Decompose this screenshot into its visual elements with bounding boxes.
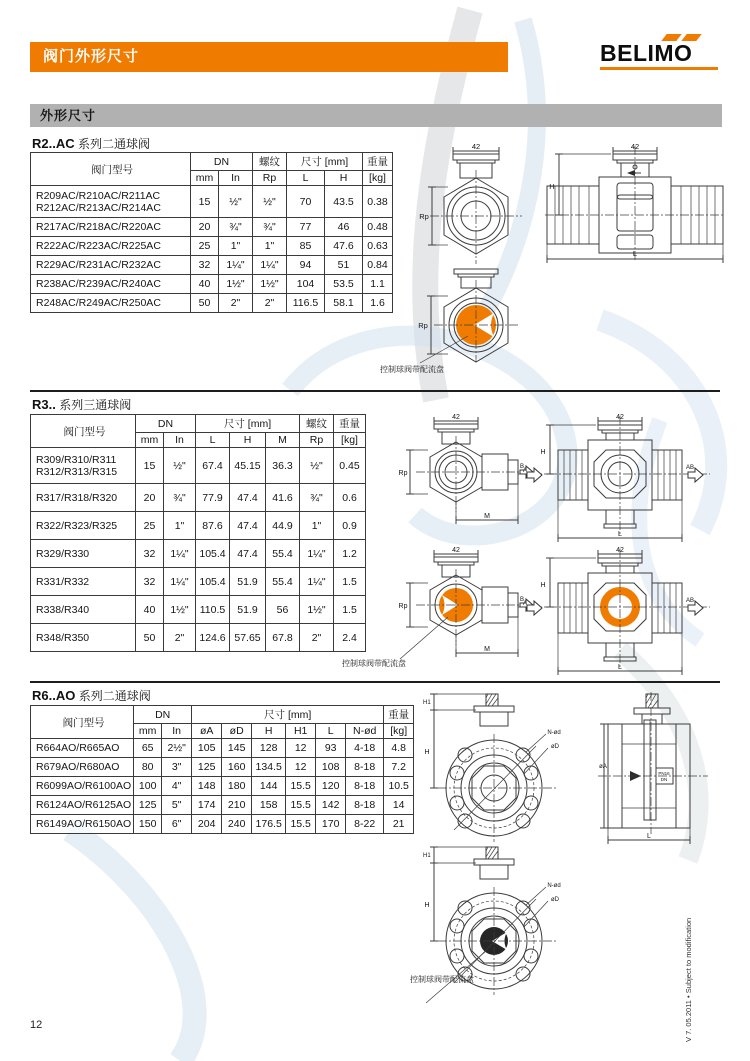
col-weight: 重量 [384, 706, 414, 724]
col-dn: DN [191, 153, 253, 171]
r3-ball-side-view-drawing [518, 545, 710, 679]
table-row: R322/R323/R325 25 1" 87.6 47.4 44.9 1" 0.9 [31, 512, 366, 540]
dim-l-label: L [618, 531, 622, 538]
page-title: 阀门外形尺寸 [43, 48, 140, 65]
col-l: L [316, 724, 346, 739]
nameplate-dn-label: DN [660, 777, 668, 782]
section-divider [30, 681, 720, 683]
col-in: In [164, 433, 196, 448]
dim-m-label: M [484, 513, 490, 520]
r2-ball-view-drawing [418, 268, 533, 364]
table-row: R229AC/R231AC/R232AC 32 1¼" 1¼" 94 51 0.84 [31, 256, 393, 275]
col-rp: Rp [300, 433, 334, 448]
r6-series-desc: 系列二通球阀 [78, 689, 151, 703]
table-row: R222AC/R223AC/R225AC 25 1" 1" 85 47.6 0.63 [31, 237, 393, 256]
r3-section-title [32, 396, 131, 413]
dim-nod-label: N-ød [547, 883, 561, 889]
col-model: 阀门型号 [31, 706, 134, 739]
flow-disc-caption: 控制球阀带配流盘 [410, 975, 474, 984]
r3-series-desc: 系列三通球阀 [59, 398, 132, 412]
col-size: 尺寸 [mm] [196, 415, 300, 433]
col-h: H [325, 171, 363, 186]
port-b-label: B [519, 464, 525, 470]
table-row: R329/R330 32 1¼" 105.4 47.4 55.4 1¼" 1.2 [31, 540, 366, 568]
r6-side-view-drawing [598, 690, 708, 850]
col-dn: DN [136, 415, 196, 433]
table-row: R6099AO/R6100AO 100 4" 148 180 144 15.5 120 8-18 10.5 [31, 777, 414, 796]
table-row: R6149AO/R6150AO 150 6" 204 240 176.5 15.5 170 8-22 21 [31, 815, 414, 834]
port-a-label: A [523, 601, 528, 607]
dim-nod-label: N-ød [547, 730, 561, 736]
dim-42-label: 42 [452, 414, 460, 421]
dim-h1-label: H1 [423, 700, 431, 706]
dim-h-label: H [540, 449, 546, 456]
col-h: H [252, 724, 286, 739]
page-number: 12 [30, 1019, 43, 1031]
table-row: R348/R350 50 2" 124.6 57.65 67.8 2" 2.4 [31, 624, 366, 652]
r6-section-title [32, 687, 151, 704]
col-kg: [kg] [384, 724, 414, 739]
col-model: 阀门型号 [31, 415, 136, 448]
dim-42-label: 42 [616, 414, 624, 421]
logo-underline [600, 67, 718, 70]
section-bar [30, 104, 722, 127]
col-thread: 螺纹 [253, 153, 287, 171]
dim-42-label: 42 [630, 142, 640, 151]
section-bar-label: 外形尺寸 [40, 108, 97, 123]
table-row: R6124AO/R6125AO 125 5" 174 210 158 15.5 142 8-18 14 [31, 796, 414, 815]
table-row: R664AO/R665AO 65 2½" 105 145 128 12 93 4-18 4.8 [31, 739, 414, 758]
section-divider [30, 390, 720, 392]
port-ab-label: AB [686, 465, 695, 471]
col-oa: øA [192, 724, 222, 739]
dim-rp-label: Rp [398, 470, 408, 477]
dim-oa-label: øA [599, 764, 607, 770]
dim-od-label: øD [551, 744, 559, 750]
r3-front-view-drawing [398, 412, 538, 534]
r2-series-code: R2..AC [32, 136, 75, 151]
page-title-bar [30, 42, 508, 72]
col-in: In [162, 724, 192, 739]
valve-models: R212AC/R213AC/R214AC [36, 201, 161, 214]
valve-models: R209AC/R210AC/R211AC [36, 189, 161, 202]
dim-42-label: 42 [616, 547, 624, 554]
flow-disc-caption: 控制球阀带配流盘 [380, 365, 444, 374]
r2-side-view-drawing [545, 142, 725, 266]
r3-dimensions-table [30, 414, 366, 652]
dim-l-label: L [618, 664, 622, 671]
table-row: R331/R332 32 1¼" 105.4 51.9 55.4 1¼" 1.5 [31, 568, 366, 596]
r6-dimensions-table [30, 705, 414, 834]
version-note: V 7. 05.2011 • Subject to modification [684, 917, 693, 1042]
col-od: øD [222, 724, 252, 739]
r2-section-title [32, 135, 150, 152]
table-row: R248AC/R249AC/R250AC 50 2" 2" 116.5 58.1 1.6 [31, 294, 393, 313]
port-ab-label: AB [686, 598, 695, 604]
col-size: 尺寸 [mm] [192, 706, 384, 724]
r6-series-code: R6..AO [32, 688, 76, 703]
table-row: R679AO/R680AO 80 3" 125 160 134.5 12 108 8-18 7.2 [31, 758, 414, 777]
table-row: R209AC/R210AC/R211AC R212AC/R213AC/R214AC 15 ½" ½" 70 43.5 0.38 [31, 186, 393, 218]
col-kg: [kg] [334, 433, 366, 448]
r2-front-view-drawing [418, 142, 533, 268]
dim-h-label: H [424, 749, 430, 756]
col-l: L [196, 433, 230, 448]
table-row: R217AC/R218AC/R220AC 20 ¾" ¾" 77 46 0.48 [31, 218, 393, 237]
col-dn: DN [134, 706, 192, 724]
col-size: 尺寸 [mm] [287, 153, 363, 171]
table-row: R309/R310/R311 R312/R313/R315 15 ½" 67.4 45.15 36.3 ½" 0.45 [31, 448, 366, 484]
r3-series-code: R3.. [32, 397, 56, 412]
dim-l-label: L [632, 249, 638, 258]
dim-m-label: M [484, 646, 490, 653]
col-model: 阀门型号 [31, 153, 191, 186]
belimo-logo [600, 34, 722, 70]
dim-rp-label: Rp [419, 212, 429, 221]
r3-ball-front-view-drawing [398, 545, 538, 667]
col-mm: mm [134, 724, 162, 739]
table-row: R338/R340 40 1½" 110.5 51.9 56 1½" 1.5 [31, 596, 366, 624]
r2-series-desc: 系列二通球阀 [77, 137, 150, 151]
dim-42-label: 42 [452, 547, 460, 554]
dim-h-label: H [424, 902, 430, 909]
r3-side-view-drawing [518, 412, 710, 546]
table-row: R317/R318/R320 20 ¾" 77.9 47.4 41.6 ¾" 0.6 [31, 484, 366, 512]
col-rp: Rp [253, 171, 287, 186]
dim-rp-label: Rp [398, 603, 408, 610]
dim-h-label: H [549, 182, 555, 191]
col-thread: 螺纹 [300, 415, 334, 433]
dim-h1-label: H1 [423, 853, 431, 859]
col-nod: N-ød [346, 724, 384, 739]
dim-h-label: H [540, 582, 546, 589]
nameplate-pn-label: PN16 [658, 771, 670, 776]
r6-front-view-drawing [422, 690, 572, 850]
flow-disc-caption: 控制球阀带配流盘 [342, 659, 406, 668]
port-b-label: B [519, 597, 525, 603]
table-row: R238AC/R239AC/R240AC 40 1½" 1½" 104 53.5 1.1 [31, 275, 393, 294]
col-weight: 重量 [334, 415, 366, 433]
r2-dimensions-table [30, 152, 393, 313]
dim-rp-label: Rp [418, 321, 428, 330]
dim-l-label: L [647, 833, 651, 840]
col-h: H [230, 433, 266, 448]
brand-name: BELIMO [600, 40, 693, 66]
col-weight: 重量 [363, 153, 393, 171]
col-h1: H1 [286, 724, 316, 739]
dim-42-label: 42 [471, 142, 481, 151]
dim-od-label: øD [551, 897, 559, 903]
col-mm: mm [191, 171, 219, 186]
col-mm: mm [136, 433, 164, 448]
col-in: In [219, 171, 253, 186]
col-m: M [266, 433, 300, 448]
port-a-label: A [523, 468, 528, 474]
col-l: L [287, 171, 325, 186]
col-kg: [kg] [363, 171, 393, 186]
